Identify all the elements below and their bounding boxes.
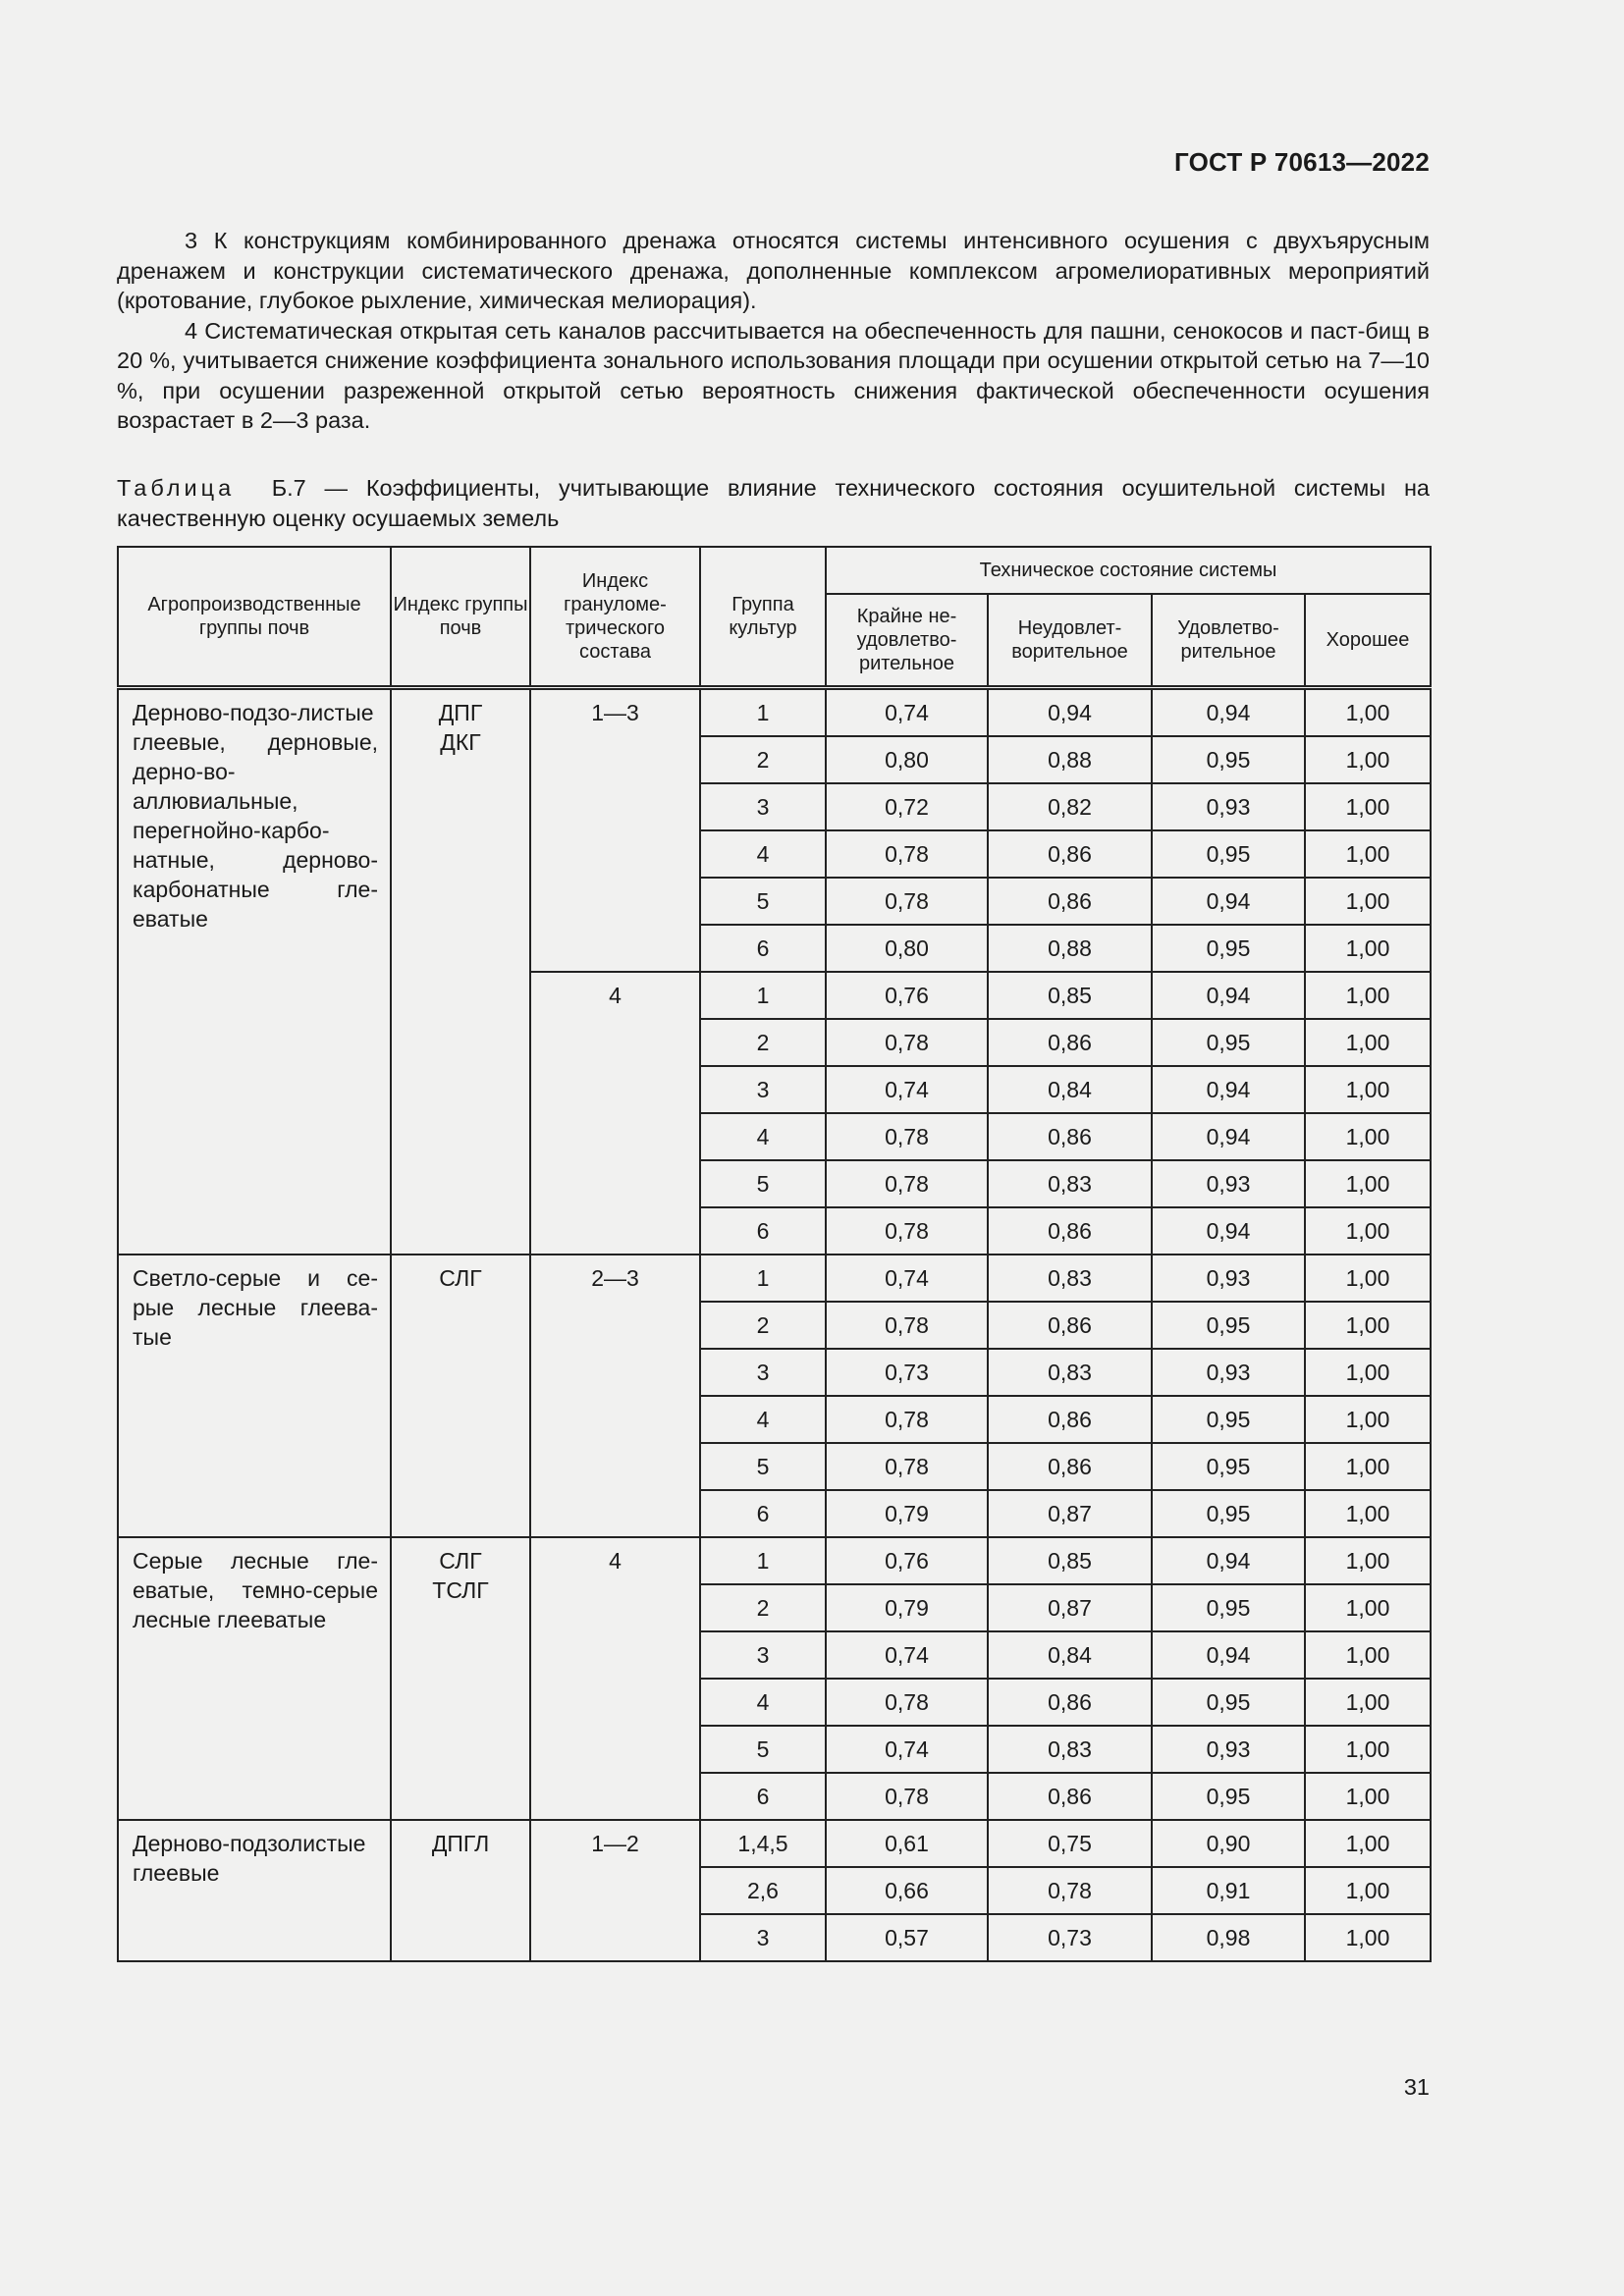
soil-group-cell: Светло-серые и се-рые лесные глеева-тые bbox=[118, 1255, 391, 1537]
good-cell: 1,00 bbox=[1305, 1537, 1431, 1584]
crop-group-cell: 2 bbox=[700, 1019, 826, 1066]
table-row bbox=[118, 688, 1431, 737]
crop-group-cell: 3 bbox=[700, 783, 826, 830]
unsatisfactory-cell: 0,86 bbox=[988, 1113, 1152, 1160]
soil-index-cell: ДПГЛ bbox=[391, 1820, 530, 1961]
satisfactory-cell: 0,95 bbox=[1152, 830, 1305, 878]
extremely-unsatisfactory-cell: 0,74 bbox=[826, 1726, 988, 1773]
crop-group-cell: 4 bbox=[700, 830, 826, 878]
paragraph-4: 4 Систематическая открытая сеть каналов рассчитывается на обеспеченность для пашни, сенокосов и паст-бищ в 20 %, учитывается снижение коэффициента зонального использования площади при осушении открытой сетью на 7—10 %, при осушении разреженной открытой сетью вероятность снижения фактической обеспеченности осушения возрастает в 2—3 раза. bbox=[117, 317, 1430, 433]
soil-group-cell: Серые лесные гле-еватые, темно-серые лесные глееватые bbox=[118, 1537, 391, 1820]
extremely-unsatisfactory-cell: 0,72 bbox=[826, 783, 988, 830]
unsatisfactory-cell: 0,86 bbox=[988, 1443, 1152, 1490]
good-cell: 1,00 bbox=[1305, 878, 1431, 925]
satisfactory-cell: 0,94 bbox=[1152, 1537, 1305, 1584]
unsatisfactory-cell: 0,83 bbox=[988, 1160, 1152, 1207]
crop-group-cell: 1 bbox=[700, 972, 826, 1019]
crop-group-cell: 3 bbox=[700, 1066, 826, 1113]
good-cell: 1,00 bbox=[1305, 1584, 1431, 1631]
coefficients-table bbox=[117, 546, 1432, 1962]
unsatisfactory-cell: 0,83 bbox=[988, 1349, 1152, 1396]
good-cell: 1,00 bbox=[1305, 736, 1431, 783]
extremely-unsatisfactory-cell: 0,73 bbox=[826, 1349, 988, 1396]
satisfactory-cell: 0,95 bbox=[1152, 1396, 1305, 1443]
unsatisfactory-cell: 0,86 bbox=[988, 1302, 1152, 1349]
unsatisfactory-cell: 0,94 bbox=[988, 688, 1152, 737]
extremely-unsatisfactory-cell: 0,66 bbox=[826, 1867, 988, 1914]
header-state-good: Хорошее bbox=[1305, 594, 1431, 688]
extremely-unsatisfactory-cell: 0,74 bbox=[826, 1255, 988, 1302]
crop-group-cell: 4 bbox=[700, 1113, 826, 1160]
satisfactory-cell: 0,93 bbox=[1152, 783, 1305, 830]
crop-group-cell: 2 bbox=[700, 736, 826, 783]
crop-group-cell: 1,4,5 bbox=[700, 1820, 826, 1867]
satisfactory-cell: 0,91 bbox=[1152, 1867, 1305, 1914]
header-state-unsatisfactory: Неудовлет-ворительное bbox=[988, 594, 1152, 688]
satisfactory-cell: 0,95 bbox=[1152, 925, 1305, 972]
paragraph-3: 3 К конструкциям комбинированного дренажа относятся системы интенсивного осушения с двухъярусным дренажем и конструкции систематического дренажа, дополненные комплексом агромелиоративных мероприятий (кротование, глубокое рыхление, химическая мелиорация). bbox=[117, 228, 1430, 313]
extremely-unsatisfactory-cell: 0,74 bbox=[826, 1066, 988, 1113]
satisfactory-cell: 0,95 bbox=[1152, 1443, 1305, 1490]
good-cell: 1,00 bbox=[1305, 1255, 1431, 1302]
satisfactory-cell: 0,95 bbox=[1152, 1679, 1305, 1726]
table-body bbox=[118, 688, 1431, 1962]
table-caption bbox=[117, 473, 1430, 533]
good-cell: 1,00 bbox=[1305, 830, 1431, 878]
extremely-unsatisfactory-cell: 0,78 bbox=[826, 1679, 988, 1726]
unsatisfactory-cell: 0,88 bbox=[988, 925, 1152, 972]
good-cell: 1,00 bbox=[1305, 783, 1431, 830]
header-soil-groups: Агропроизводственные группы почв bbox=[118, 547, 391, 688]
unsatisfactory-cell: 0,87 bbox=[988, 1490, 1152, 1537]
crop-group-cell: 1 bbox=[700, 1255, 826, 1302]
extremely-unsatisfactory-cell: 0,57 bbox=[826, 1914, 988, 1961]
unsatisfactory-cell: 0,86 bbox=[988, 1679, 1152, 1726]
unsatisfactory-cell: 0,87 bbox=[988, 1584, 1152, 1631]
granulometric-index-cell: 4 bbox=[530, 972, 700, 1255]
extremely-unsatisfactory-cell: 0,74 bbox=[826, 1631, 988, 1679]
good-cell: 1,00 bbox=[1305, 1867, 1431, 1914]
header-state-satisfactory: Удовлетво-рительное bbox=[1152, 594, 1305, 688]
crop-group-cell: 4 bbox=[700, 1396, 826, 1443]
satisfactory-cell: 0,95 bbox=[1152, 736, 1305, 783]
good-cell: 1,00 bbox=[1305, 925, 1431, 972]
extremely-unsatisfactory-cell: 0,78 bbox=[826, 1302, 988, 1349]
satisfactory-cell: 0,94 bbox=[1152, 972, 1305, 1019]
crop-group-cell: 1 bbox=[700, 1537, 826, 1584]
good-cell: 1,00 bbox=[1305, 1349, 1431, 1396]
soil-index-cell: СЛГ ТСЛГ bbox=[391, 1537, 530, 1820]
good-cell: 1,00 bbox=[1305, 1019, 1431, 1066]
table-caption-label: Таблица bbox=[117, 475, 236, 501]
body-text bbox=[117, 226, 1430, 436]
unsatisfactory-cell: 0,85 bbox=[988, 1537, 1152, 1584]
crop-group-cell: 1 bbox=[700, 688, 826, 737]
unsatisfactory-cell: 0,86 bbox=[988, 1773, 1152, 1820]
unsatisfactory-cell: 0,75 bbox=[988, 1820, 1152, 1867]
unsatisfactory-cell: 0,84 bbox=[988, 1631, 1152, 1679]
unsatisfactory-cell: 0,88 bbox=[988, 736, 1152, 783]
extremely-unsatisfactory-cell: 0,78 bbox=[826, 1160, 988, 1207]
extremely-unsatisfactory-cell: 0,78 bbox=[826, 1396, 988, 1443]
header-soil-index: Индекс группы почв bbox=[391, 547, 530, 688]
extremely-unsatisfactory-cell: 0,76 bbox=[826, 972, 988, 1019]
extremely-unsatisfactory-cell: 0,78 bbox=[826, 1773, 988, 1820]
unsatisfactory-cell: 0,82 bbox=[988, 783, 1152, 830]
good-cell: 1,00 bbox=[1305, 1302, 1431, 1349]
crop-group-cell: 6 bbox=[700, 1773, 826, 1820]
unsatisfactory-cell: 0,86 bbox=[988, 830, 1152, 878]
unsatisfactory-cell: 0,86 bbox=[988, 1396, 1152, 1443]
extremely-unsatisfactory-cell: 0,80 bbox=[826, 736, 988, 783]
header-granulometric-index: Индекс грануломе-трического состава bbox=[530, 547, 700, 688]
good-cell: 1,00 bbox=[1305, 1914, 1431, 1961]
extremely-unsatisfactory-cell: 0,76 bbox=[826, 1537, 988, 1584]
satisfactory-cell: 0,90 bbox=[1152, 1820, 1305, 1867]
table-header bbox=[118, 547, 1431, 688]
extremely-unsatisfactory-cell: 0,78 bbox=[826, 1113, 988, 1160]
granulometric-index-cell: 1—3 bbox=[530, 688, 700, 973]
crop-group-cell: 5 bbox=[700, 1160, 826, 1207]
crop-group-cell: 5 bbox=[700, 1443, 826, 1490]
good-cell: 1,00 bbox=[1305, 1679, 1431, 1726]
crop-group-cell: 5 bbox=[700, 1726, 826, 1773]
crop-group-cell: 2 bbox=[700, 1302, 826, 1349]
unsatisfactory-cell: 0,85 bbox=[988, 972, 1152, 1019]
unsatisfactory-cell: 0,86 bbox=[988, 1019, 1152, 1066]
unsatisfactory-cell: 0,84 bbox=[988, 1066, 1152, 1113]
extremely-unsatisfactory-cell: 0,74 bbox=[826, 688, 988, 737]
unsatisfactory-cell: 0,86 bbox=[988, 878, 1152, 925]
satisfactory-cell: 0,95 bbox=[1152, 1019, 1305, 1066]
extremely-unsatisfactory-cell: 0,78 bbox=[826, 878, 988, 925]
crop-group-cell: 6 bbox=[700, 1490, 826, 1537]
unsatisfactory-cell: 0,78 bbox=[988, 1867, 1152, 1914]
crop-group-cell: 2 bbox=[700, 1584, 826, 1631]
good-cell: 1,00 bbox=[1305, 1773, 1431, 1820]
good-cell: 1,00 bbox=[1305, 1396, 1431, 1443]
granulometric-index-cell: 1—2 bbox=[530, 1820, 700, 1961]
extremely-unsatisfactory-cell: 0,61 bbox=[826, 1820, 988, 1867]
satisfactory-cell: 0,94 bbox=[1152, 1631, 1305, 1679]
crop-group-cell: 2,6 bbox=[700, 1867, 826, 1914]
crop-group-cell: 3 bbox=[700, 1914, 826, 1961]
extremely-unsatisfactory-cell: 0,80 bbox=[826, 925, 988, 972]
crop-group-cell: 5 bbox=[700, 878, 826, 925]
good-cell: 1,00 bbox=[1305, 1820, 1431, 1867]
extremely-unsatisfactory-cell: 0,78 bbox=[826, 1207, 988, 1255]
good-cell: 1,00 bbox=[1305, 1066, 1431, 1113]
unsatisfactory-cell: 0,73 bbox=[988, 1914, 1152, 1961]
extremely-unsatisfactory-cell: 0,78 bbox=[826, 1019, 988, 1066]
satisfactory-cell: 0,93 bbox=[1152, 1255, 1305, 1302]
satisfactory-cell: 0,98 bbox=[1152, 1914, 1305, 1961]
header-state-extremely-unsatisfactory: Крайне не-удовлетво-рительное bbox=[826, 594, 988, 688]
satisfactory-cell: 0,95 bbox=[1152, 1490, 1305, 1537]
good-cell: 1,00 bbox=[1305, 1631, 1431, 1679]
granulometric-index-cell: 2—3 bbox=[530, 1255, 700, 1537]
soil-group-cell: Дерново-подзо-листые глеевые, дерновые, дерно-во-аллювиальные, перегнойно-карбо-натные, дерново-карбонатные гле-еватые bbox=[118, 688, 391, 1255]
good-cell: 1,00 bbox=[1305, 1207, 1431, 1255]
crop-group-cell: 4 bbox=[700, 1679, 826, 1726]
satisfactory-cell: 0,93 bbox=[1152, 1160, 1305, 1207]
table-row bbox=[118, 1537, 1431, 1584]
unsatisfactory-cell: 0,83 bbox=[988, 1255, 1152, 1302]
good-cell: 1,00 bbox=[1305, 1113, 1431, 1160]
satisfactory-cell: 0,95 bbox=[1152, 1302, 1305, 1349]
good-cell: 1,00 bbox=[1305, 1160, 1431, 1207]
document-code: ГОСТ Р 70613—2022 bbox=[1174, 147, 1430, 177]
good-cell: 1,00 bbox=[1305, 1726, 1431, 1773]
extremely-unsatisfactory-cell: 0,78 bbox=[826, 1443, 988, 1490]
table-row bbox=[118, 1255, 1431, 1302]
extremely-unsatisfactory-cell: 0,79 bbox=[826, 1490, 988, 1537]
extremely-unsatisfactory-cell: 0,78 bbox=[826, 830, 988, 878]
header-crop-group: Группа культур bbox=[700, 547, 826, 688]
crop-group-cell: 6 bbox=[700, 925, 826, 972]
table-caption-text: Б.7 — Коэффициенты, учитывающие влияние технического состояния осушительной системы на качественную оценку осушаемых земель bbox=[117, 475, 1430, 531]
satisfactory-cell: 0,93 bbox=[1152, 1349, 1305, 1396]
unsatisfactory-cell: 0,83 bbox=[988, 1726, 1152, 1773]
crop-group-cell: 3 bbox=[700, 1349, 826, 1396]
satisfactory-cell: 0,94 bbox=[1152, 1207, 1305, 1255]
satisfactory-cell: 0,94 bbox=[1152, 878, 1305, 925]
unsatisfactory-cell: 0,86 bbox=[988, 1207, 1152, 1255]
satisfactory-cell: 0,95 bbox=[1152, 1773, 1305, 1820]
good-cell: 1,00 bbox=[1305, 688, 1431, 737]
page-number: 31 bbox=[1403, 2074, 1430, 2100]
satisfactory-cell: 0,94 bbox=[1152, 688, 1305, 737]
satisfactory-cell: 0,93 bbox=[1152, 1726, 1305, 1773]
granulometric-index-cell: 4 bbox=[530, 1537, 700, 1820]
satisfactory-cell: 0,95 bbox=[1152, 1584, 1305, 1631]
extremely-unsatisfactory-cell: 0,79 bbox=[826, 1584, 988, 1631]
soil-group-cell: Дерново-подзолистые глеевые bbox=[118, 1820, 391, 1961]
crop-group-cell: 6 bbox=[700, 1207, 826, 1255]
satisfactory-cell: 0,94 bbox=[1152, 1113, 1305, 1160]
header-technical-state: Техническое состояние системы bbox=[826, 547, 1431, 594]
good-cell: 1,00 bbox=[1305, 1490, 1431, 1537]
soil-index-cell: СЛГ bbox=[391, 1255, 530, 1537]
satisfactory-cell: 0,94 bbox=[1152, 1066, 1305, 1113]
good-cell: 1,00 bbox=[1305, 972, 1431, 1019]
soil-index-cell: ДПГ ДКГ bbox=[391, 688, 530, 1255]
good-cell: 1,00 bbox=[1305, 1443, 1431, 1490]
table-row bbox=[118, 1820, 1431, 1867]
crop-group-cell: 3 bbox=[700, 1631, 826, 1679]
